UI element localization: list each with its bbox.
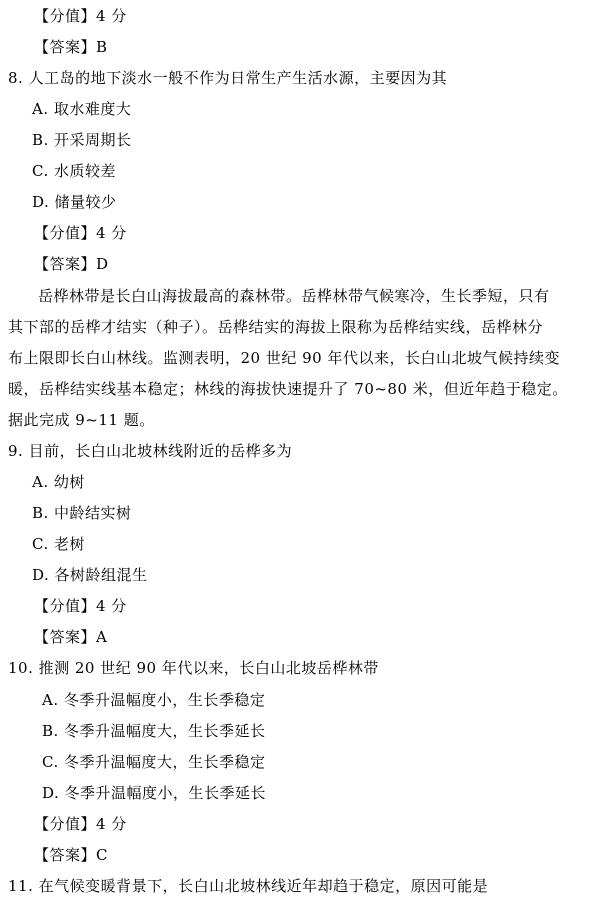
passage-line-2: 其下部的岳桦才结实（种子）。岳桦结实的海拔上限称为岳桦结实线，岳桦林分: [8, 318, 544, 336]
passage-line-4: 暖，岳桦结实线基本稳定；林线的海拔快速提升了 70~80 米，但近年趋于稳定。: [8, 380, 568, 398]
question-11-stem: 11. 在气候变暖背景下，长白山北坡林线近年却趋于稳定，原因可能是: [8, 877, 489, 895]
question-8-stem: 8. 人工岛的地下淡水一般不作为日常生产生活水源，主要因为其: [8, 69, 448, 87]
answer-label: 【答案】B: [34, 38, 108, 56]
question-8-option-a: A. 取水难度大: [32, 100, 132, 118]
passage-line-1: 岳桦林带是长白山海拔最高的森林带。岳桦林带气候寒冷，生长季短，只有: [38, 287, 550, 305]
question-9-option-b: B. 中龄结实树: [32, 504, 132, 522]
question-10-option-a: A. 冬季升温幅度小，生长季稳定: [42, 691, 266, 709]
question-9-score: 【分值】4 分: [34, 597, 127, 615]
question-10-stem: 10. 推测 20 世纪 90 年代以来，长白山北坡岳桦林带: [8, 659, 379, 677]
passage-line-3: 布上限即长白山林线。监测表明，20 世纪 90 年代以来，长白山北坡气候持续变: [8, 349, 560, 367]
question-9-option-a: A. 幼树: [32, 473, 85, 491]
score-label: 【分值】4 分: [34, 7, 127, 25]
question-9-option-c: C. 老树: [32, 535, 85, 553]
question-8-option-d: D. 储量较少: [32, 193, 117, 211]
passage-line-5: 据此完成 9~11 题。: [8, 411, 155, 429]
question-9-option-d: D. 各树龄组混生: [32, 566, 148, 584]
question-10-option-d: D. 冬季升温幅度小，生长季延长: [42, 784, 267, 802]
question-10-score: 【分值】4 分: [34, 815, 127, 833]
question-9-stem: 9. 目前，长白山北坡林线附近的岳桦多为: [8, 442, 293, 460]
question-9-answer: 【答案】A: [34, 628, 108, 646]
question-10-option-c: C. 冬季升温幅度大，生长季稳定: [42, 753, 266, 771]
question-8-option-c: C. 水质较差: [32, 162, 116, 180]
question-10-answer: 【答案】C: [34, 846, 108, 864]
question-8-option-b: B. 开采周期长: [32, 131, 132, 149]
question-8-answer: 【答案】D: [34, 255, 109, 273]
question-10-option-b: B. 冬季升温幅度大，生长季延长: [42, 722, 266, 740]
question-8-score: 【分值】4 分: [34, 224, 127, 242]
